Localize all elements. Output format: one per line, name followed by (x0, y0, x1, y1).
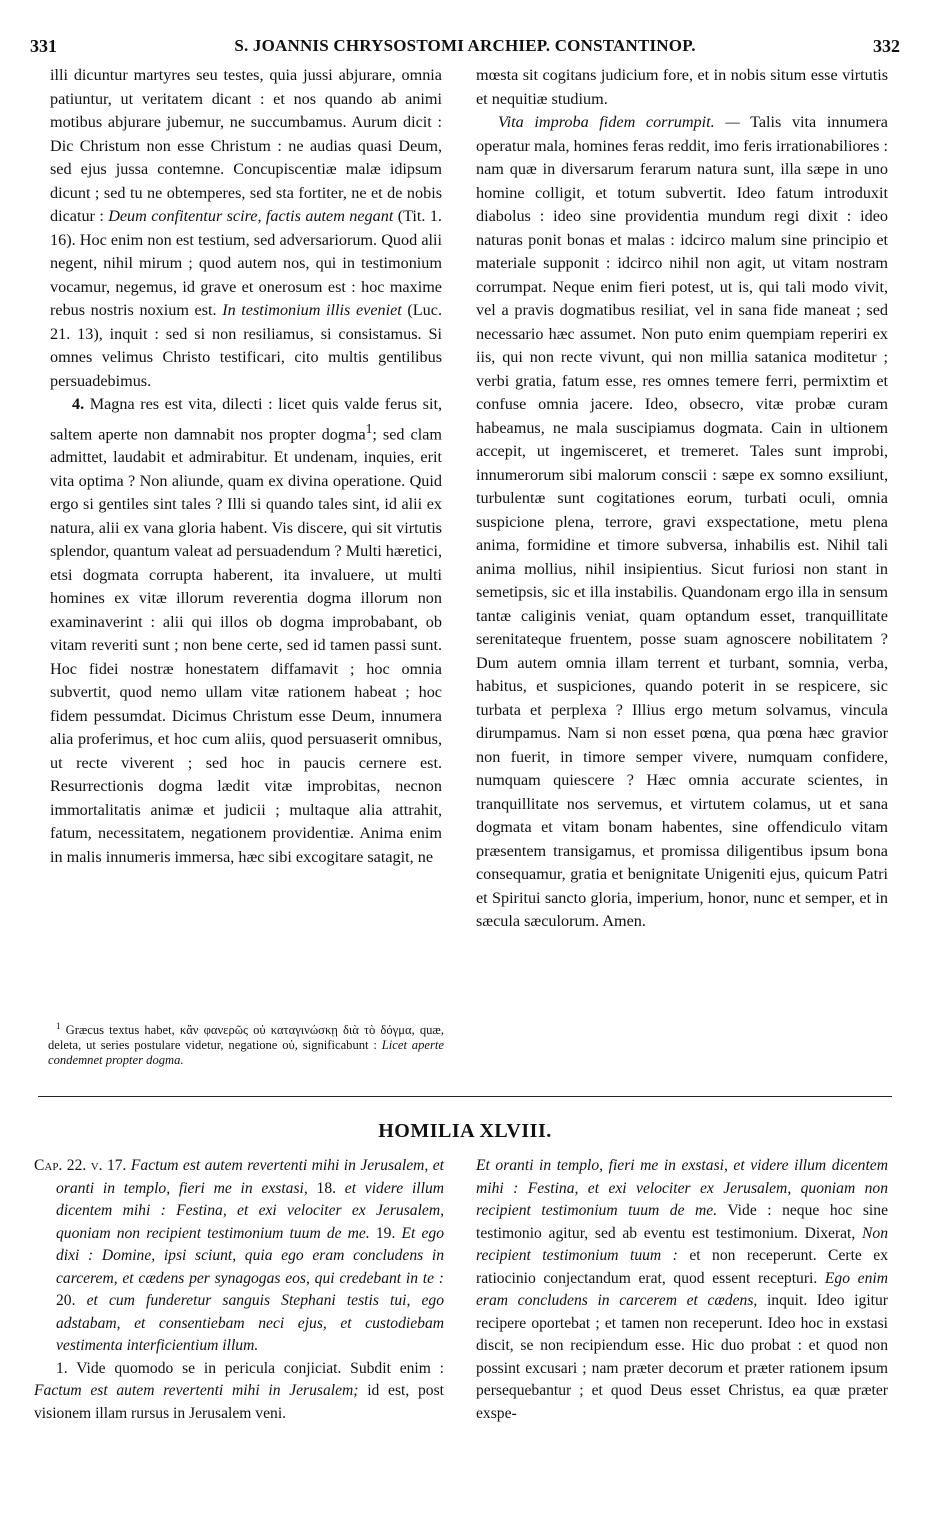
paragraph (476, 1155, 888, 1425)
scripture-quote: Non recipient testimonium tuum : (476, 1224, 888, 1264)
section-divider (38, 1096, 892, 1097)
scripture-quote: Factum est autem revertenti mihi in Jerusalem, et oranti in templo, fieri me in exstasi, (56, 1157, 444, 1197)
paragraph: mœsta sit cogitans judicium fore, et in nobis situm esse virtutis et nequitiæ studium. (476, 66, 888, 108)
text: inquit. Ideo igitur recipere oportebat ; et tamen non receperunt. Ideo hoc in exstasi discit, se non recipiendum esse. Hic duo probat : et quod non possint excusari ; nam præter decorum et præter rationem ipsum persequebantur ; et quod Deus esset Christus, ea quæ præter exspe- (476, 1292, 888, 1422)
left-column (50, 64, 442, 869)
text: id est, post visionem illam rursus in Jerusalem veni. (34, 1382, 444, 1422)
page-header (30, 36, 900, 60)
text: significabunt : (302, 1038, 377, 1053)
text: Vide : neque hoc sine testimonio agitur, sed ab eventu est testimonium. Dixerat, (476, 1202, 888, 1242)
paragraph (50, 64, 442, 393)
section-title: HOMILIA XLVIII. (378, 1120, 552, 1142)
verse-number: 19. (375, 1224, 396, 1242)
page-number-right: 332 (873, 36, 900, 56)
text: Talis vita innumera operatur mala, homines feras reddit, imo feris irrationabiliores : nam quæ in diversarum ferarum natura sunt, illa sæpe in uno homine colligit, et totum subvertit. Ideo fatum introduxit diabolus : ideo sine providentia mundum regi dixit : ideo naturas ponit bonas et malas : idcirco malum sine principio et materiale supponit : idcirco nihil non agit, ut vitam nostram corrumpat. Neque enim fieri potest, ut is, qui tali modo vivit, vel a pravis dogmatibus resiliat, vel in sana fide maneat ; sed necessario hæc assumet. Non puto enim quempiam reperiri ex iis, qui non recte vivunt, qui non millia satanica moditetur ; verbi gratia, fatum esse, res omnes temere ferri, permixtim et confuse omnia jacere. Ideo, obsecro, vitæ probæ curam habeamus, ne mala suscipiamus dogmata. Cain in ultionem accepit, ut ingemisceret, et tremeret. Tales sunt improbi, innumerorum sibi malorum conscii : sæpe ex somno exsiliunt, turbulentæ sunt cogitationes eorum, turbati oculi, omnia suspicione plena, terrore, gravi exspectatione, metu plena anima, formidine et timore subversa, inhabilis est. Nihil tali anima mollius, nihil insipientius. Sicut furiosi non stant in semetipsis, sic et illa instabilis. Quandonam ergo illa in sensum tantæ caliginis veniat, quam optandum esset, tranquillitate serenitateque fruentem, posse suam agnoscere nobilitatem ? Dum autem omnia illam terrent et turbant, somnia, verba, habitus, et suspiciones, quando poterit in se respicere, sic turbata et perplexa ? Illius ergo metum solvamus, vincula dirumpamus. Nam si non esset pœna, qua pœna hæc gravior non fuerit, in timore semper vivere, numquam confidere, numquam quiescere ? Hæc omnia accurate scientes, in tranquillitate nos servemus, et virtutem colamus, ut et sana dogmata et vitam bonam habentes, sine offendiculo vitam præsentem transigamus, et promissa diligentibus ipsum bona consequamur, gratia et benignitate Unigeniti ejus, quicum Patri et Spiritui sancto gloria, imperium, honor, nunc et semper, et in sæcula sæculorum. Amen. (476, 113, 888, 930)
italic-text: Licet aperte condemnet propter dogma. (48, 1038, 444, 1068)
text: et non receperunt. Certe ex ratiocinio conjectandum erat, quod essent recepturi. (476, 1247, 889, 1287)
paragraph (34, 1358, 444, 1426)
verse-number: 18. (316, 1179, 337, 1197)
greek-text: οὐ, (282, 1038, 298, 1053)
text: Hoc enim non est testium, sed adversariorum. Quod alii negent, nihil mirum ; quod autem nos, qui in testimonium vocamur, negemus, id grave et onerosum est : hoc maxime rebus nostris noxium est. (50, 230, 443, 319)
scripture-quote: Deum confitentur scire, factis autem negant (108, 207, 394, 225)
footnote-marker: 1 (365, 420, 373, 436)
footnote (48, 1019, 444, 1068)
text: ; sed clam admittet, laudabit et admirabitur. Et undenam, inquies, erit vita optima ? Non aliunde, quam ex divina operatione. Quid ergo si gentiles sint tales ? Illi si quando tales sint, id alii ex natura, alii ex vana gloria habent. Vis discere, qui sit virtutis splendor, quantum valeat ad persuadendum ? Multi hæretici, etsi dogmata corrupta haberent, ita invaluere, ut multi homines ex vitæ illorum reverentia dogma illorum non examinaverint : alii qui illos ob dogma improbabant, ob vitam reveriti sunt ; non bene certe, sed id tamen passi sunt. Hoc fidei nostræ honestatem diffamavit ; hoc omnia subvertit, quod nemo ullam vitæ rationem habeat ; hoc fidem pessumdat. Dicimus Christum esse Deum, innumera alia proferimus, et hoc cum aliis, quod persuaserit omnibus, ut recte viverent ; sed hoc in paucis cernere est. Resurrectionis dogma lædit vitæ improbitas, necnon immortalitatis animæ et judicii ; multaque alia attrahit, fatum, necessitatem, negationem providentiæ. Anima enim in malis innumeris immersa, hæc sibi excogitare satagit, ne (50, 424, 442, 866)
scripture-ref: (Tit. 1. 16). (50, 207, 442, 249)
scripture-quote: Et ego dixi : Domine, ipsi sciunt, quia ego eram concludens in carcerem, et cædens per synagogas eos, qui credebant in te : (56, 1224, 444, 1287)
paragraph (50, 393, 442, 869)
text: Magna res est vita, dilecti : licet quis valde ferus sit, saltem aperte non damnabit nos propter dogma (50, 395, 442, 443)
bottom-right-column (476, 1155, 888, 1425)
text: sed si non resiliamus, si consistamus. Si omnes velimus Christo testificari, cito multis gentilibus persuadebimus. (50, 324, 442, 390)
paragraph (476, 111, 888, 934)
scripture-quote: In testimonium illis eveniet (222, 301, 402, 319)
footnote-marker: 1 (56, 1021, 61, 1031)
paragraph-number: 4. (72, 395, 85, 413)
right-column (476, 64, 888, 934)
marginal-heading: Vita improba fidem corrumpit. — (498, 113, 740, 131)
text: Græcus textus habet, (65, 1023, 175, 1038)
text: quæ, deleta, ut series postulare videtur, negatione (48, 1023, 444, 1053)
scripture-passage (34, 1155, 444, 1358)
running-head: S. JOANNIS CHRYSOSTOMI ARCHIEP. CONSTANTINOP. (234, 36, 696, 55)
greek-text: κἂν φανερῶς οὐ καταγινώσκῃ διὰ τὸ δόγμα, (179, 1023, 415, 1038)
verse-number: 20. (56, 1292, 76, 1309)
page-number-left: 331 (30, 36, 57, 56)
scripture-quote: et cum funderetur sanguis Stephani testis tui, ego adstabam, et consentiebam neci ejus, et custodiebam vestimenta interficientium illum. (56, 1292, 444, 1354)
text: illi dicuntur martyres seu testes, quia jussi abjurare, omnia patiuntur, ut veritatem dicant : et nos quando ab animi motibus abjurare jubemur, ne succumbamus. Aurum dicit : Dic Christum non esse Christum : ne audias quasi Deum, sed ejus jussa contemne. Concupiscentiæ malæ idipsum dicunt ; sed tu ne obtemperes, sed sta fortiter, ne et de nobis dicatur : (50, 66, 442, 225)
paragraph-number: 1. (56, 1359, 68, 1377)
chapter-label: Cap. 22. v. 17. (34, 1157, 127, 1174)
scripture-quote: Ego enim eram concludens in carcerem et cædens, (476, 1269, 888, 1309)
scripture-ref: (Luc. 21. 13), inquit : (50, 301, 443, 343)
bottom-left-column (34, 1155, 444, 1425)
scripture-quote: et videre illum dicentem mihi : Festina, et exi velociter ex Jerusalem, quoniam non recipient testimonium tuum de me. (56, 1179, 444, 1242)
text: Vide quomodo se in pericula conjiciat. Subdit enim : (76, 1359, 444, 1377)
scripture-quote: Factum est autem revertenti mihi in Jerusalem; (34, 1382, 359, 1399)
scripture-quote: Et oranti in templo, fieri me in exstasi, et videre illum dicentem mihi : Festina, et exi velociter ex Jerusalem, quoniam non recipient testimonium tuum de me. (476, 1157, 888, 1219)
